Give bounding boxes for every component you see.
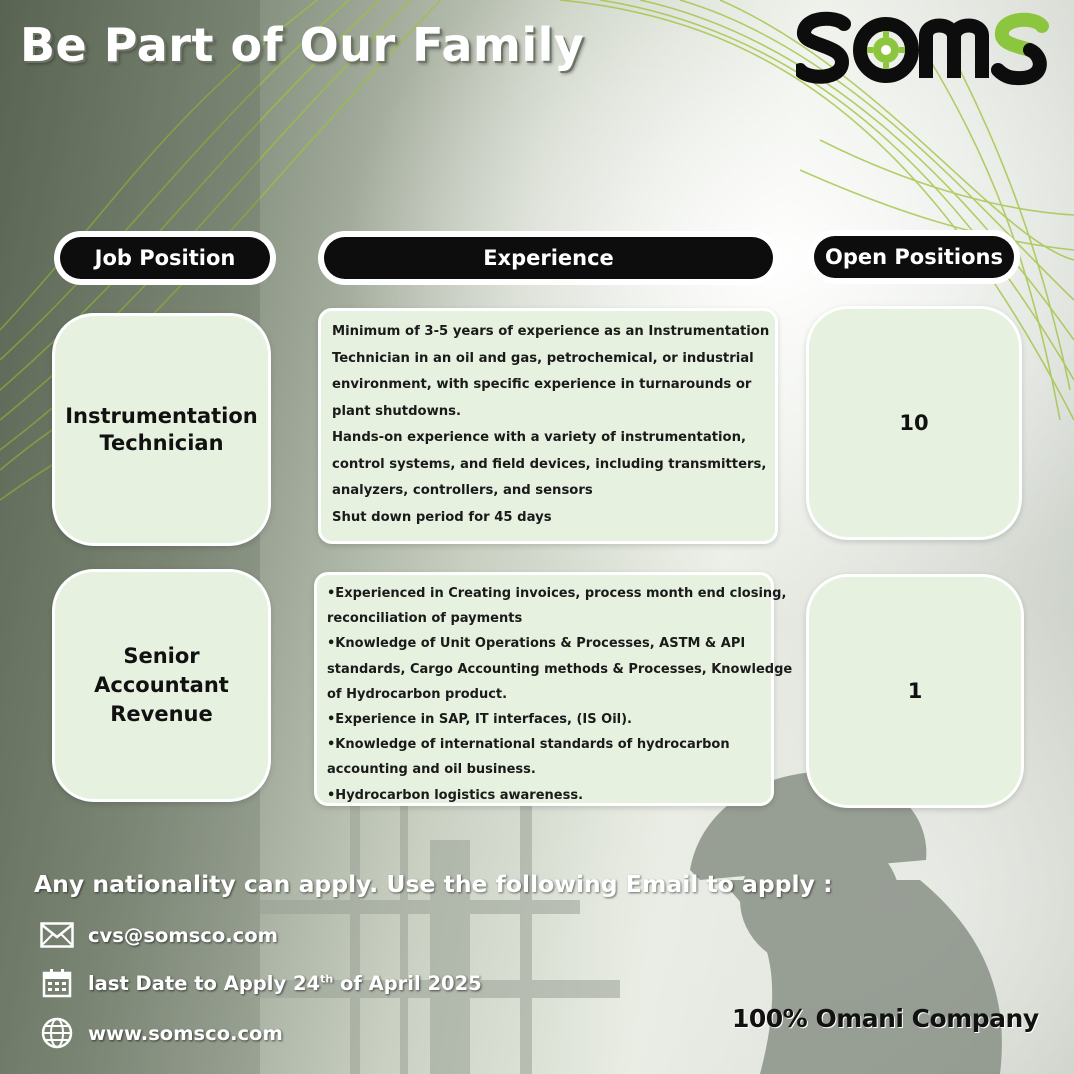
job-position-header: Job Position xyxy=(60,237,270,279)
deadline-suffix: of April 2025 xyxy=(333,971,482,995)
experience-line: Minimum of 3-5 years of experience as an Instrumentation xyxy=(332,324,770,339)
experience-line: Hands-on experience with a variety of instrumentation, xyxy=(332,430,747,445)
experience-line: standards, Cargo Accounting methods & Processes, Knowledge xyxy=(327,661,793,677)
job-card-instrumentation xyxy=(52,313,271,546)
job-card-accountant xyxy=(52,569,271,802)
experience-card-accountant xyxy=(314,572,793,806)
deadline-text xyxy=(88,972,482,995)
open-positions-count: 1 xyxy=(907,679,923,703)
website-row xyxy=(40,1018,283,1048)
experience-line: analyzers, controllers, and sensors xyxy=(332,483,593,498)
experience-line: accounting and oil business. xyxy=(327,762,536,778)
experience-line: Shut down period for 45 days xyxy=(332,509,552,525)
job-title: Instrumentation Technician xyxy=(65,403,258,455)
experience-line: control systems, and field devices, including transmitters, xyxy=(332,456,767,472)
calendar-icon xyxy=(40,968,74,998)
open-positions-header: Open Positions xyxy=(814,236,1014,278)
experience-line: •Hydrocarbon logistics awareness. xyxy=(327,787,584,803)
experience-card-instrumentation xyxy=(318,308,778,544)
experience-line: environment, with specific experience in turnarounds or xyxy=(332,377,752,392)
apply-heading: Any nationality can apply. Use the following Email to apply : xyxy=(34,870,833,898)
email-row xyxy=(40,920,278,950)
open-positions-count: 10 xyxy=(899,411,929,435)
experience-line: of Hydrocarbon product. xyxy=(327,686,508,702)
deadline-row xyxy=(40,968,482,998)
website-link[interactable]: www.somsco.com xyxy=(88,1021,283,1045)
experience-header: Experience xyxy=(324,237,773,279)
page-title: Be Part of Our Family xyxy=(20,18,585,72)
soms-logo xyxy=(796,10,1052,86)
open-positions-card-instrumentation xyxy=(806,306,1022,540)
experience-line: •Experienced in Creating invoices, process month end closing, xyxy=(327,586,787,601)
envelope-icon xyxy=(40,920,74,950)
deadline-sup: th xyxy=(320,972,334,985)
experience-line: •Knowledge of international standards of hydrocarbon xyxy=(327,737,730,753)
experience-line: reconciliation of payments xyxy=(327,611,523,627)
globe-icon xyxy=(40,1018,74,1048)
company-tagline: 100% Omani Company xyxy=(732,1004,1039,1033)
experience-line: •Experience in SAP, IT interfaces, (IS Oil). xyxy=(327,712,632,728)
open-positions-card-accountant xyxy=(806,574,1024,808)
gear-icon xyxy=(867,31,905,69)
email-link[interactable]: cvs@somsco.com xyxy=(88,923,278,947)
deadline-prefix: last Date to Apply 24 xyxy=(88,971,321,995)
job-title: Senior Accountant Revenue xyxy=(94,644,229,726)
experience-line: Technician in an oil and gas, petrochemical, or industrial xyxy=(332,350,754,366)
experience-line: plant shutdowns. xyxy=(332,403,462,419)
experience-line: •Knowledge of Unit Operations & Processes, ASTM & API xyxy=(327,636,746,652)
